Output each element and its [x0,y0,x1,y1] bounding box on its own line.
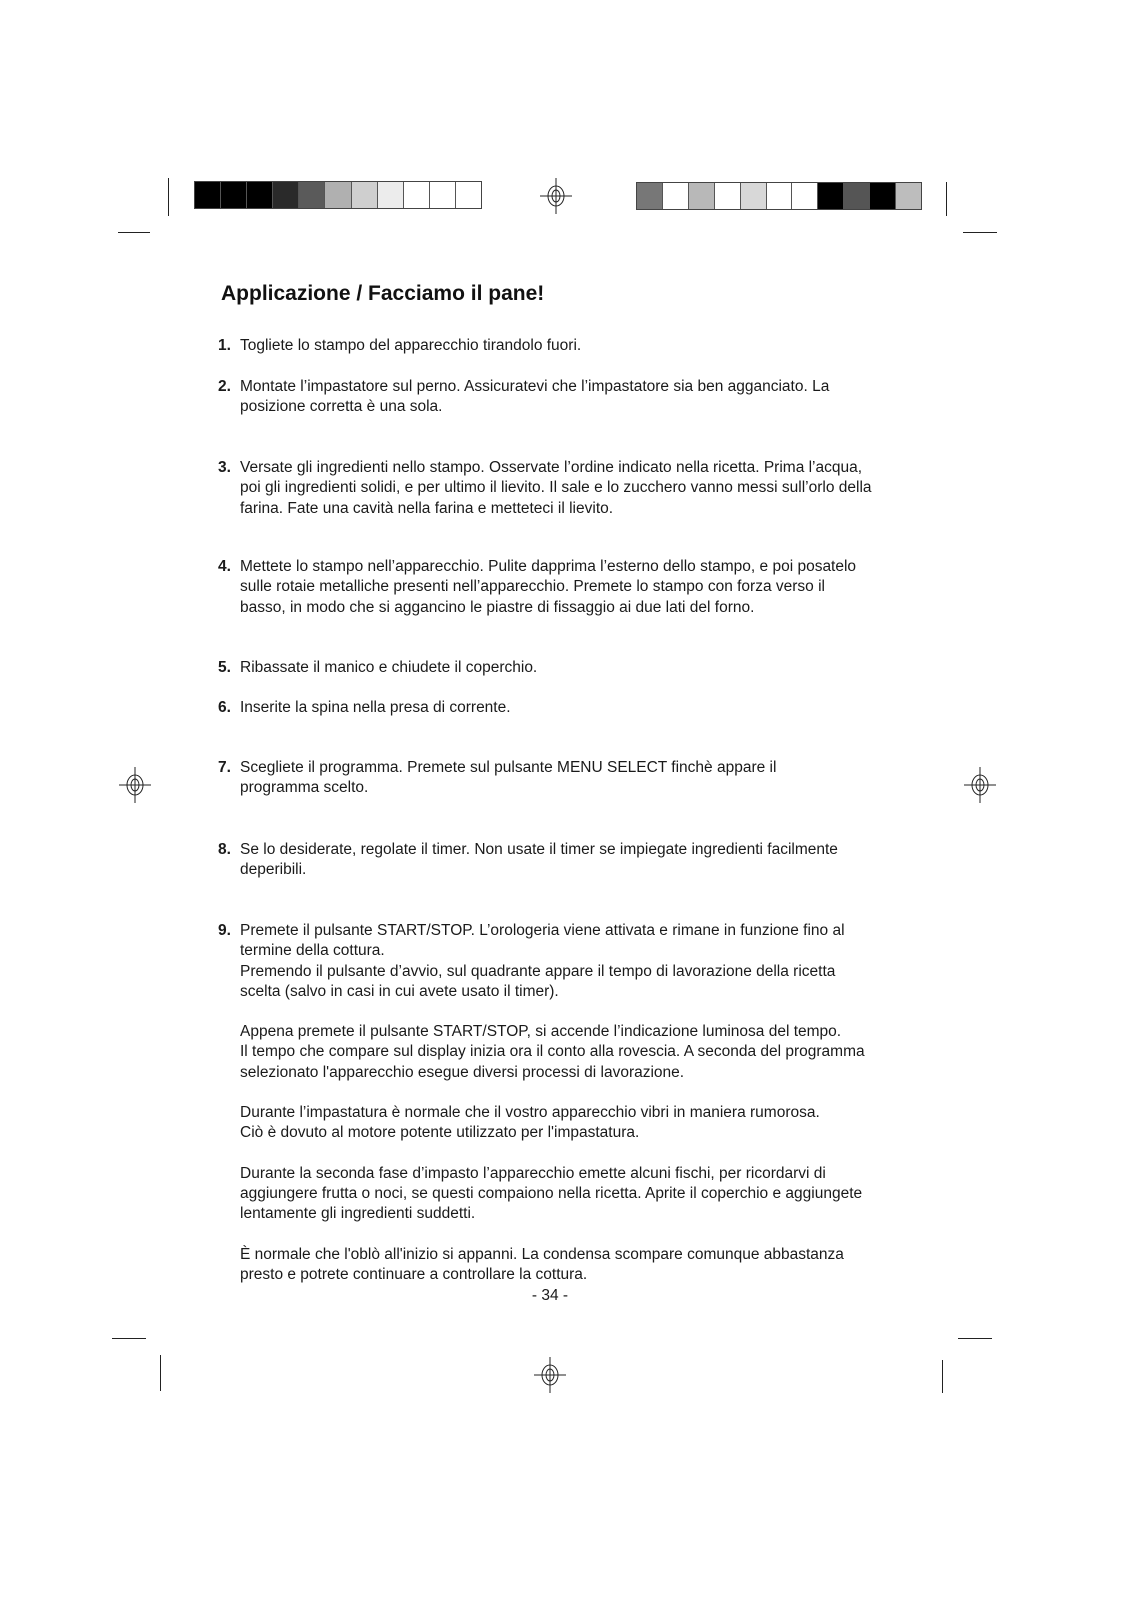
step-number: 5. [218,659,231,676]
step-number: 7. [218,759,231,776]
crop-mark [958,1338,992,1339]
step-text-line: Premete il pulsante START/STOP. L’orologeria viene attivata e rimane in funzione fino al [240,922,845,939]
color-patch [195,182,221,208]
step-number: 1. [218,337,231,354]
registration-mark-icon [530,1355,570,1395]
step-text-line: poi gli ingredienti solidi, e per ultimo il lievito. Il sale e lo zucchero vanno messi sull’orlo della [240,479,872,497]
color-patch [715,183,741,209]
crop-mark [946,182,947,216]
crop-mark [160,1355,161,1391]
step-text-line: Inserite la spina nella presa di corrente. [240,699,511,716]
page-title: Applicazione / Facciamo il pane! [221,282,545,305]
color-calibration-bar-left [194,181,482,209]
step-text-line: aggiungere frutta o noci, se questi compaiono nella ricetta. Aprite il coperchio e aggiungete [240,1184,863,1202]
step-text-line: Appena premete il pulsante START/STOP, si accende l’indicazione luminosa del tempo. [240,1023,842,1041]
step-item [218,758,777,799]
step-text-line: termine della cottura. [240,942,385,960]
step-text-line: Versate gli ingredienti nello stampo. Osservate l’ordine indicato nella ricetta. Prima l’acqua, [240,459,863,476]
step-item [218,698,511,718]
crop-mark [963,232,997,233]
step-item [218,921,865,1285]
registration-mark-icon [960,765,1000,805]
color-patch [430,182,456,208]
step-text-line: Ribassate il manico e chiudete il coperchio. [240,659,538,676]
step-text-line: Mettete lo stampo nell’apparecchio. Pulite dapprima l’esterno dello stampo, e poi posatelo [240,558,857,575]
step-text-line: posizione corretta è una sola. [240,398,443,416]
step-number: 8. [218,841,231,858]
step-text-line: presto e potrete continuare a controllare la cottura. [240,1265,588,1283]
color-patch [352,182,378,208]
color-patch [637,183,663,209]
step-number: 6. [218,699,231,716]
color-patch [247,182,273,208]
page-number: - 34 - [531,1287,569,1304]
step-text-line: È normale che l'oblò all'inizio si appanni. La condensa scompare comunque abbastanza [240,1245,844,1263]
step-text-line: programma scelto. [240,779,369,797]
color-patch [325,182,351,208]
step-text-line: lentamente gli ingredienti suddetti. [240,1205,476,1223]
step-text-line: scelta (salvo in casi in cui avete usato il timer). [240,982,559,1000]
step-text-line: Il tempo che compare sul display inizia ora il conto alla rovescia. A seconda del programma [240,1043,865,1061]
color-patch [273,182,299,208]
step-text-line: Montate l’impastatore sul perno. Assicuratevi che l’impastatore sia ben agganciato. La [240,378,830,395]
step-text-line: selezionato l'apparecchio esegue diversi processi di lavorazione. [240,1063,685,1081]
step-item [218,336,582,356]
color-patch [221,182,247,208]
step-item [218,377,830,418]
crop-mark [942,1360,943,1393]
color-patch [792,183,818,209]
registration-mark-icon [115,765,155,805]
color-patch [663,183,689,209]
step-number: 3. [218,459,231,476]
color-patch [456,182,481,208]
step-number: 2. [218,378,231,395]
step-text-line: Scegliete il programma. Premete sul pulsante MENU SELECT finchè appare il [240,759,777,776]
step-item [218,658,538,678]
registration-mark-icon [536,176,576,216]
color-patch [870,183,896,209]
color-patch [818,183,844,209]
crop-mark [118,232,150,233]
color-patch [299,182,325,208]
step-text-line: Premendo il pulsante d’avvio, sul quadrante appare il tempo di lavorazione della ricetta [240,962,836,980]
step-number: 4. [218,558,231,575]
step-text-line: farina. Fate una cavità nella farina e metteteci il lievito. [240,499,614,517]
step-text-line: Durante l’impastatura è normale che il vostro apparecchio vibri in maniera rumorosa. [240,1104,820,1122]
step-item [218,840,838,881]
crop-mark [112,1338,146,1339]
step-text-line: basso, in modo che si aggancino le piastre di fissaggio ai due lati del forno. [240,598,755,616]
color-patch [378,182,404,208]
step-item [218,557,857,618]
step-item [218,458,872,519]
step-text-line: Se lo desiderate, regolate il timer. Non usate il timer se impiegate ingredienti facilmente [240,841,838,858]
step-text-line: Ciò è dovuto al motore potente utilizzato per l'impastatura. [240,1124,640,1142]
color-patch [404,182,430,208]
color-patch [896,183,921,209]
step-number: 9. [218,922,231,939]
step-text-line: sulle rotaie metalliche presenti nell’apparecchio. Premete lo stampo con forza verso il [240,578,825,596]
crop-mark [168,178,169,216]
step-text-line: deperibili. [240,861,307,879]
color-patch [844,183,870,209]
step-text-line: Durante la seconda fase d’impasto l’apparecchio emette alcuni fischi, per ricordarvi di [240,1164,826,1182]
color-patch [689,183,715,209]
color-calibration-bar-right [636,182,922,210]
color-patch [767,183,793,209]
color-patch [741,183,767,209]
step-text-line: Togliete lo stampo del apparecchio tirandolo fuori. [240,337,582,354]
